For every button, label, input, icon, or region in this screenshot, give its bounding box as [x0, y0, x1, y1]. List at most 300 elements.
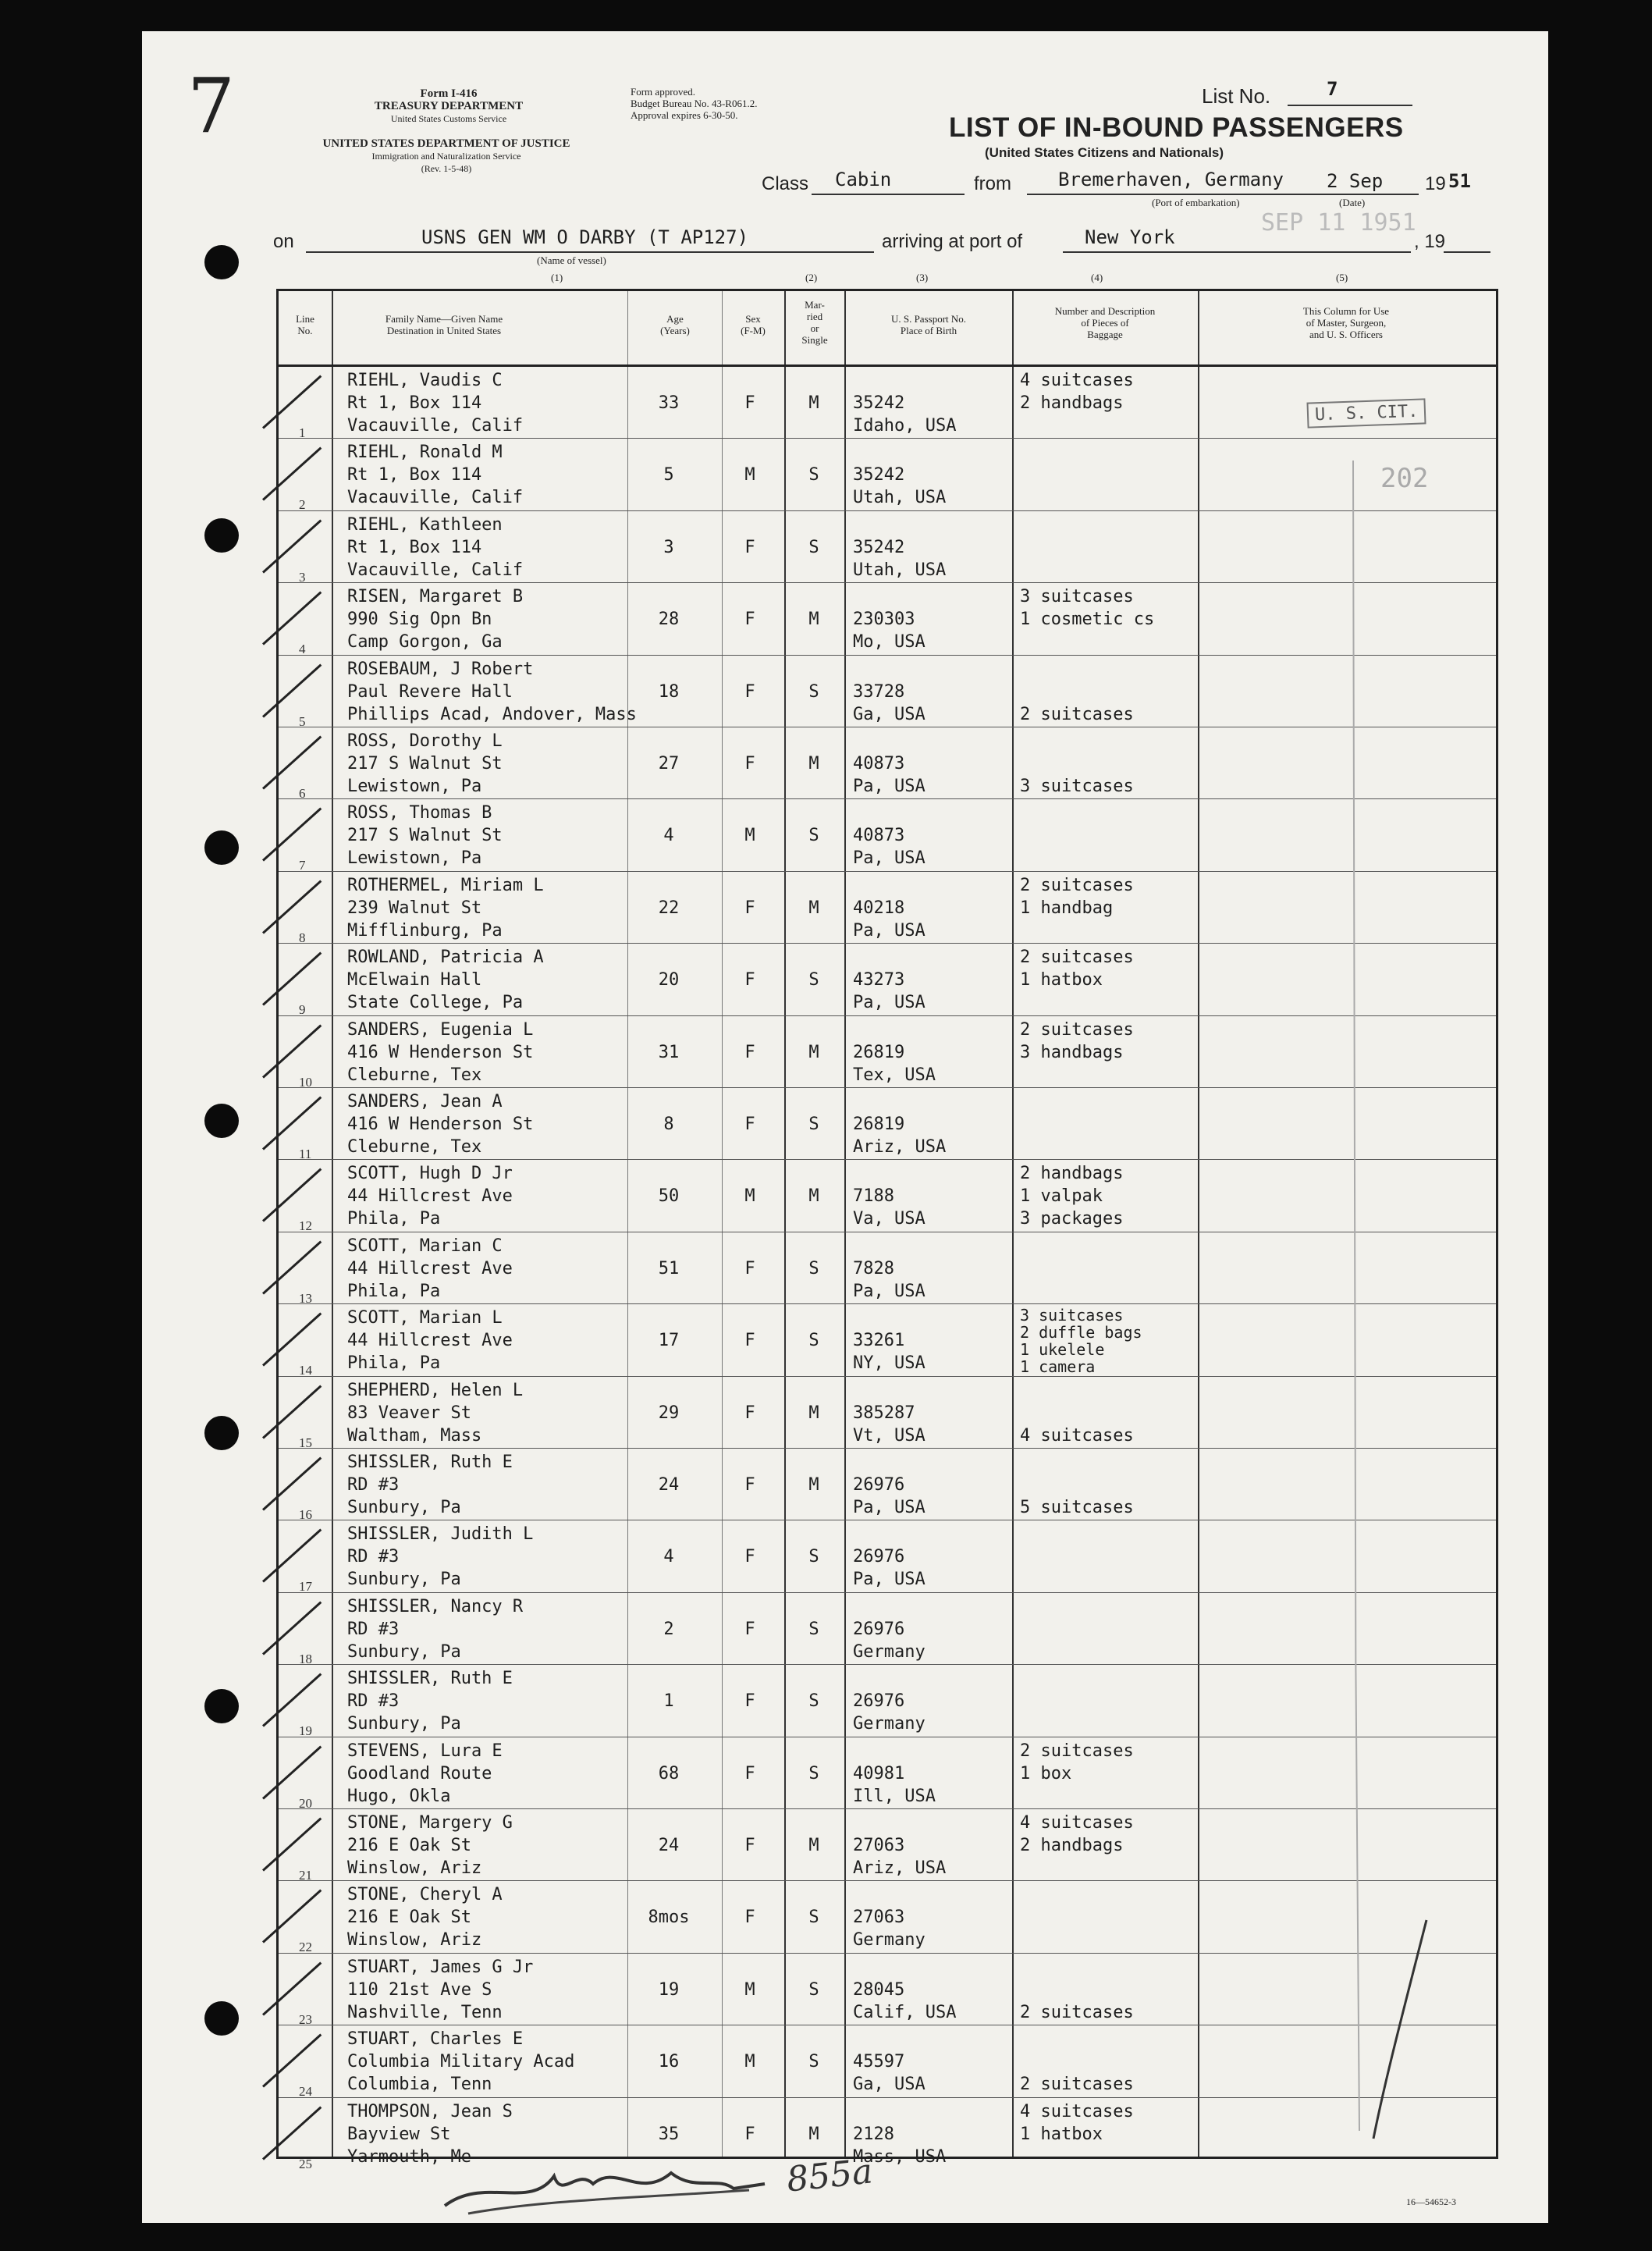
- passenger-city: Mifflinburg, Pa: [347, 920, 503, 941]
- passport-number: 2128: [853, 2124, 894, 2144]
- passenger-sex: F: [744, 1331, 755, 1351]
- passenger-sex: F: [744, 1908, 755, 1928]
- passenger-sex: F: [744, 393, 755, 413]
- col-header-age: Age (Years): [660, 313, 690, 336]
- passenger-marital: S: [808, 465, 819, 485]
- baggage-item: 1 cosmetic cs: [1020, 610, 1155, 630]
- passenger-name: SHISSLER, Judith L: [347, 1524, 534, 1545]
- col-header-name: Family Name—Given Name Destination in United States: [385, 313, 503, 336]
- passenger-age: 33: [658, 393, 680, 413]
- passport-number: 40218: [853, 898, 905, 918]
- budget-bureau: Budget Bureau No. 43-R061.2.: [631, 98, 758, 109]
- passenger-name: ROTHERMEL, Miriam L: [347, 875, 544, 895]
- baggage-item: 4 suitcases: [1020, 2101, 1134, 2121]
- baggage-item: 1 hatbox: [1020, 2124, 1103, 2144]
- passenger-city: State College, Pa: [347, 993, 524, 1013]
- col-header-married: Mar- ried or Single: [801, 299, 828, 346]
- passenger-sex: F: [744, 2124, 755, 2144]
- passenger-sex: F: [744, 1547, 755, 1567]
- col-number-2: (2): [805, 272, 818, 283]
- line-number: 18: [299, 1651, 312, 1666]
- passport-number: 40873: [853, 826, 905, 846]
- passenger-name: SCOTT, Marian L: [347, 1308, 503, 1328]
- passenger-city: Waltham, Mass: [347, 1425, 482, 1446]
- line-number: 10: [299, 1074, 312, 1090]
- rev-date: (Rev. 1-5-48): [421, 163, 472, 174]
- passenger-marital: S: [808, 1691, 819, 1712]
- passport-number: 27063: [853, 1836, 905, 1855]
- passport-number: 35242: [853, 393, 905, 413]
- passenger-address: Rt 1, Box 114: [347, 393, 482, 413]
- passenger-name: THOMPSON, Jean S: [347, 2101, 513, 2121]
- passport-number: 35242: [853, 537, 905, 557]
- passenger-name: SCOTT, Hugh D Jr: [347, 1164, 513, 1184]
- passenger-age: 18: [658, 681, 680, 702]
- passenger-address: 44 Hillcrest Ave: [347, 1258, 513, 1278]
- passenger-marital: S: [808, 1979, 819, 2000]
- passport-number: 28045: [853, 1979, 905, 2000]
- passenger-name: SANDERS, Jean A: [347, 1092, 503, 1111]
- place-of-birth: Pa, USA: [853, 1281, 925, 1301]
- passenger-marital: S: [808, 1763, 819, 1783]
- line-number: 17: [299, 1579, 312, 1595]
- passenger-city: Phila, Pa: [347, 1209, 441, 1229]
- passenger-marital: S: [808, 1908, 819, 1928]
- list-no-value: 7: [1327, 78, 1338, 100]
- passenger-name: RIEHL, Vaudis C: [347, 371, 503, 390]
- baggage-item: 4 suitcases: [1020, 371, 1134, 390]
- stamp-date: SEP 11 1951: [1261, 209, 1416, 236]
- passenger-sex: F: [744, 610, 755, 630]
- passport-number: 26976: [853, 1691, 905, 1712]
- baggage-item: 1 ukelele: [1020, 1340, 1105, 1360]
- place-of-birth: Pa, USA: [853, 920, 925, 941]
- line-number: 4: [299, 642, 306, 657]
- passenger-address: Rt 1, Box 114: [347, 465, 482, 485]
- line-number: 7: [299, 858, 306, 873]
- place-of-birth: Pa, USA: [853, 1498, 925, 1517]
- baggage-item: 2 suitcases: [1020, 704, 1134, 724]
- col-number-3: (3): [916, 272, 929, 283]
- col-number-4: (4): [1091, 272, 1103, 283]
- baggage-item: 1 camera: [1020, 1357, 1096, 1377]
- document-title: LIST OF IN-BOUND PASSENGERS: [949, 112, 1404, 143]
- passenger-city: Sunbury, Pa: [347, 1714, 461, 1734]
- baggage-item: 4 suitcases: [1020, 1425, 1134, 1446]
- class-label: Class: [762, 173, 809, 194]
- passenger-sex: F: [744, 970, 755, 990]
- baggage-item: 1 box: [1020, 1763, 1072, 1783]
- passenger-city: Phila, Pa: [347, 1281, 441, 1301]
- line-number: 3: [299, 569, 306, 585]
- passenger-address: RD #3: [347, 1619, 400, 1639]
- line-number: 20: [299, 1795, 312, 1811]
- passenger-age: 5: [663, 465, 674, 485]
- passenger-marital: S: [808, 1258, 819, 1278]
- baggage-item: 2 duffle bags: [1020, 1323, 1142, 1342]
- passenger-name: STUART, James G Jr: [347, 1957, 534, 1977]
- baggage-item: 1 valpak: [1020, 1186, 1103, 1207]
- passenger-name: SANDERS, Eugenia L: [347, 1019, 534, 1040]
- passenger-name: ROWLAND, Patricia A: [347, 948, 544, 968]
- baggage-item: 2 suitcases: [1020, 948, 1134, 968]
- passport-number: 7828: [853, 1258, 894, 1278]
- passenger-name: STEVENS, Lura E: [347, 1741, 503, 1761]
- passport-number: 27063: [853, 1908, 905, 1928]
- passenger-age: 27: [658, 754, 680, 773]
- passenger-name: STONE, Margery G: [347, 1813, 513, 1833]
- line-number: 12: [299, 1218, 312, 1234]
- baggage-item: 1 handbag: [1020, 898, 1114, 918]
- passenger-sex: F: [744, 1763, 755, 1783]
- col-header-sex: Sex (F-M): [741, 313, 766, 336]
- treasury-dept: TREASURY DEPARTMENT: [374, 100, 524, 112]
- place-of-birth: Germany: [853, 1641, 925, 1662]
- passenger-name: RIEHL, Kathleen: [347, 514, 503, 535]
- signature-note: 855a: [784, 2151, 875, 2200]
- customs-service: United States Customs Service: [390, 113, 507, 124]
- approval-expires: Approval expires 6-30-50.: [631, 109, 738, 121]
- passenger-address: 216 E Oak St: [347, 1908, 471, 1928]
- baggage-item: 3 suitcases: [1020, 1306, 1124, 1325]
- line-number: 8: [299, 930, 306, 945]
- passenger-marital: S: [808, 1115, 819, 1134]
- place-of-birth: Calif, USA: [853, 2002, 957, 2022]
- baggage-item: 3 suitcases: [1020, 777, 1134, 796]
- year-suffix: 51: [1448, 170, 1471, 192]
- passenger-age: 2: [663, 1619, 674, 1639]
- passenger-address: 216 E Oak St: [347, 1836, 471, 1855]
- passenger-age: 1: [663, 1691, 674, 1712]
- passenger-name: SHISSLER, Ruth E: [347, 1453, 513, 1472]
- passenger-sex: M: [744, 826, 755, 846]
- passenger-city: Vacauville, Calif: [347, 416, 524, 436]
- passenger-marital: M: [808, 1403, 819, 1423]
- passenger-age: 22: [658, 898, 680, 918]
- passenger-marital: S: [808, 1547, 819, 1567]
- place-of-birth: Pa, USA: [853, 777, 925, 796]
- passenger-city: Sunbury, Pa: [347, 1641, 461, 1662]
- ins-title: Immigration and Naturalization Service: [371, 151, 521, 162]
- line-number: 1: [299, 425, 306, 440]
- passenger-age: 28: [658, 610, 680, 630]
- passenger-address: McElwain Hall: [347, 970, 482, 990]
- place-of-birth: Ariz, USA: [853, 1137, 947, 1157]
- passenger-marital: M: [808, 1475, 819, 1495]
- place-of-birth: Va, USA: [853, 1209, 925, 1229]
- passport-number: 385287: [853, 1403, 915, 1423]
- passenger-age: 3: [663, 537, 674, 557]
- passenger-age: 17: [658, 1331, 680, 1351]
- line-number: 25: [299, 2156, 312, 2171]
- port-embarkation-caption: (Port of embarkation): [1152, 197, 1240, 208]
- form-number: Form I-416: [420, 87, 478, 100]
- passenger-address: Goodland Route: [347, 1763, 492, 1783]
- passenger-marital: M: [808, 754, 819, 773]
- line-number: 23: [299, 2011, 312, 2027]
- passenger-age: 24: [658, 1475, 680, 1495]
- passenger-marital: S: [808, 681, 819, 702]
- passenger-address: 990 Sig Opn Bn: [347, 610, 492, 630]
- passenger-city: Nashville, Tenn: [347, 2002, 503, 2022]
- col-header-passport: U. S. Passport No. Place of Birth: [890, 313, 967, 336]
- col-header-officers: This Column for Use of Master, Surgeon, and U. S. Officers: [1302, 305, 1390, 340]
- passenger-address: 416 W Henderson St: [347, 1115, 534, 1134]
- passenger-age: 16: [658, 2052, 680, 2072]
- place-of-birth: Idaho, USA: [853, 416, 957, 436]
- passenger-sex: F: [744, 1836, 755, 1855]
- place-of-birth: Pa, USA: [853, 993, 925, 1013]
- doj-title: UNITED STATES DEPARTMENT OF JUSTICE: [322, 137, 570, 150]
- us-cit-stamp: U. S. CIT.: [1306, 398, 1426, 428]
- passenger-sex: F: [744, 1619, 755, 1639]
- passenger-age: 4: [663, 826, 674, 846]
- passenger-age: 4: [663, 1547, 674, 1567]
- passenger-sex: F: [744, 681, 755, 702]
- passenger-name: STONE, Cheryl A: [347, 1885, 503, 1905]
- passenger-name: RIEHL, Ronald M: [347, 443, 503, 463]
- passenger-marital: S: [808, 1331, 819, 1351]
- passenger-age: 8: [663, 1115, 674, 1134]
- passenger-city: Phila, Pa: [347, 1353, 441, 1374]
- passenger-age: 8mos: [648, 1908, 690, 1928]
- passenger-address: Rt 1, Box 114: [347, 537, 482, 557]
- passenger-sex: M: [744, 2052, 755, 2072]
- passport-number: 7188: [853, 1186, 894, 1207]
- line-number: 14: [299, 1363, 312, 1378]
- col-number-5: (5): [1336, 272, 1348, 283]
- passenger-city: Sunbury, Pa: [347, 1570, 461, 1590]
- passport-number: 26819: [853, 1042, 905, 1062]
- form-approved: Form approved.: [631, 86, 696, 98]
- passenger-sex: M: [744, 1979, 755, 2000]
- passenger-name: RISEN, Margaret B: [347, 587, 524, 607]
- baggage-item: 2 handbags: [1020, 393, 1124, 413]
- margin-mark: 7: [187, 62, 236, 150]
- footer-code: 16—54652-3: [1406, 2196, 1456, 2207]
- passenger-city: Phillips Acad, Andover, Mass: [347, 704, 637, 724]
- line-number: 15: [299, 1435, 312, 1450]
- place-of-birth: Ariz, USA: [853, 1858, 947, 1878]
- passenger-sex: M: [744, 465, 755, 485]
- place-of-birth: Mo, USA: [853, 632, 925, 653]
- passenger-marital: M: [808, 2124, 819, 2144]
- passport-number: 33728: [853, 681, 905, 702]
- passenger-name: ROSS, Dorothy L: [347, 731, 503, 751]
- passenger-city: Vacauville, Calif: [347, 488, 524, 508]
- officer-number: 202: [1380, 463, 1429, 494]
- passenger-age: 19: [658, 1979, 680, 2000]
- passenger-marital: S: [808, 1619, 819, 1639]
- passenger-age: 50: [658, 1186, 680, 1207]
- passenger-name: SCOTT, Marian C: [347, 1236, 503, 1256]
- baggage-item: 2 suitcases: [1020, 1019, 1134, 1040]
- passenger-address: Paul Revere Hall: [347, 681, 513, 702]
- vessel-caption: (Name of vessel): [537, 254, 606, 266]
- passport-number: 33261: [853, 1331, 905, 1351]
- passenger-marital: M: [808, 1836, 819, 1855]
- baggage-item: 2 suitcases: [1020, 2002, 1134, 2022]
- passenger-age: 35: [658, 2124, 680, 2144]
- class-value: Cabin: [835, 169, 892, 190]
- passenger-city: Yarmouth, Me: [347, 2146, 471, 2167]
- passenger-sex: F: [744, 1115, 755, 1134]
- baggage-item: 4 suitcases: [1020, 1813, 1134, 1833]
- passenger-marital: M: [808, 393, 819, 413]
- baggage-item: 2 suitcases: [1020, 1741, 1134, 1761]
- line-number: 2: [299, 497, 306, 513]
- place-of-birth: Ga, USA: [853, 2075, 925, 2095]
- passenger-sex: F: [744, 1042, 755, 1062]
- place-of-birth: Ill, USA: [853, 1786, 936, 1806]
- place-of-birth: Ga, USA: [853, 704, 925, 724]
- passenger-marital: M: [808, 1186, 819, 1207]
- from-value: Bremerhaven, Germany: [1058, 169, 1284, 190]
- on-label: on: [273, 231, 294, 252]
- col-number-1: (1): [551, 272, 563, 283]
- passenger-city: Lewistown, Pa: [347, 777, 482, 796]
- document-subtitle: (United States Citizens and Nationals): [985, 145, 1224, 160]
- passenger-address: RD #3: [347, 1475, 400, 1495]
- baggage-item: 1 hatbox: [1020, 970, 1103, 990]
- line-number: 22: [299, 1940, 312, 1955]
- passenger-address: 217 S Walnut St: [347, 826, 503, 846]
- passenger-age: 24: [658, 1836, 680, 1855]
- passenger-address: Bayview St: [347, 2124, 451, 2144]
- passenger-city: Cleburne, Tex: [347, 1137, 482, 1157]
- place-of-birth: Tex, USA: [853, 1065, 936, 1085]
- passenger-marital: M: [808, 898, 819, 918]
- passport-number: 40981: [853, 1763, 905, 1783]
- passenger-marital: M: [808, 610, 819, 630]
- baggage-item: 3 suitcases: [1020, 587, 1134, 607]
- passenger-name: SHISSLER, Ruth E: [347, 1669, 513, 1689]
- place-of-birth: Utah, USA: [853, 488, 947, 508]
- baggage-item: 2 suitcases: [1020, 2075, 1134, 2095]
- date-value: 2 Sep: [1327, 170, 1384, 192]
- passenger-marital: S: [808, 2052, 819, 2072]
- passenger-sex: F: [744, 1691, 755, 1712]
- list-no-label: List No.: [1202, 84, 1271, 108]
- passenger-age: 20: [658, 970, 680, 990]
- passenger-address: 416 W Henderson St: [347, 1042, 534, 1062]
- passenger-sex: F: [744, 1475, 755, 1495]
- passenger-name: SHEPHERD, Helen L: [347, 1380, 524, 1400]
- line-number: 11: [299, 1147, 312, 1161]
- passenger-address: 83 Veaver St: [347, 1403, 471, 1423]
- passport-number: 43273: [853, 970, 905, 990]
- line-number: 21: [299, 1868, 312, 1883]
- passenger-age: 51: [658, 1258, 680, 1278]
- line-number: 5: [299, 713, 306, 729]
- passport-number: 45597: [853, 2052, 905, 2072]
- arriving-label: arriving at port of: [882, 231, 1023, 252]
- line-number: 9: [299, 1002, 306, 1018]
- passenger-city: Cleburne, Tex: [347, 1065, 482, 1085]
- passenger-age: 31: [658, 1042, 680, 1062]
- passenger-city: Vacauville, Calif: [347, 560, 524, 580]
- passport-number: 40873: [853, 754, 905, 773]
- passenger-address: 239 Walnut St: [347, 898, 482, 918]
- passenger-city: Lewistown, Pa: [347, 848, 482, 869]
- passenger-address: RD #3: [347, 1691, 400, 1712]
- passport-number: 26819: [853, 1115, 905, 1134]
- place-of-birth: Pa, USA: [853, 848, 925, 869]
- passport-number: 230303: [853, 610, 915, 630]
- passport-number: 26976: [853, 1619, 905, 1639]
- passenger-city: Hugo, Okla: [347, 1786, 451, 1806]
- passenger-name: ROSEBAUM, J Robert: [347, 659, 534, 679]
- passport-number: 35242: [853, 465, 905, 485]
- passenger-marital: S: [808, 537, 819, 557]
- line-number: 24: [299, 2084, 312, 2100]
- baggage-item: 3 packages: [1020, 1209, 1124, 1229]
- passenger-sex: F: [744, 754, 755, 773]
- place-of-birth: Pa, USA: [853, 1570, 925, 1590]
- place-of-birth: Germany: [853, 1714, 925, 1734]
- line-number: 6: [299, 786, 306, 801]
- passenger-address: 217 S Walnut St: [347, 754, 503, 773]
- baggage-item: 2 suitcases: [1020, 875, 1134, 895]
- passenger-address: 110 21st Ave S: [347, 1979, 492, 2000]
- passenger-sex: M: [744, 1186, 755, 1207]
- passenger-marital: S: [808, 826, 819, 846]
- passenger-address: 44 Hillcrest Ave: [347, 1331, 513, 1351]
- passenger-city: Winslow, Ariz: [347, 1858, 482, 1878]
- place-of-birth: Vt, USA: [853, 1425, 925, 1446]
- passenger-address: RD #3: [347, 1547, 400, 1567]
- passenger-address: 44 Hillcrest Ave: [347, 1186, 513, 1207]
- passport-number: 26976: [853, 1475, 905, 1495]
- line-number: 13: [299, 1290, 312, 1306]
- passenger-city: Columbia, Tenn: [347, 2075, 492, 2095]
- col-header-baggage: Number and Description of Pieces of Baggage: [1054, 305, 1156, 340]
- baggage-item: 2 handbags: [1020, 1164, 1124, 1184]
- passenger-marital: S: [808, 970, 819, 990]
- place-of-birth: Germany: [853, 1930, 925, 1951]
- passport-number: 26976: [853, 1547, 905, 1567]
- line-number: 16: [299, 1507, 312, 1522]
- place-of-birth: Mass, USA: [853, 2146, 947, 2167]
- passenger-age: 29: [658, 1403, 680, 1423]
- passenger-marital: M: [808, 1042, 819, 1062]
- col-header-line-no: Line No.: [296, 313, 314, 336]
- passenger-city: Sunbury, Pa: [347, 1498, 461, 1517]
- officer-signature: [437, 2145, 780, 2231]
- passenger-sex: F: [744, 898, 755, 918]
- passenger-city: Camp Gorgon, Ga: [347, 632, 503, 653]
- passenger-sex: F: [744, 1258, 755, 1278]
- passenger-name: SHISSLER, Nancy R: [347, 1596, 524, 1616]
- baggage-item: 2 handbags: [1020, 1836, 1124, 1855]
- arrival-port: New York: [1085, 226, 1175, 248]
- passenger-sex: F: [744, 537, 755, 557]
- place-of-birth: NY, USA: [853, 1353, 925, 1374]
- passenger-age: 68: [658, 1763, 680, 1783]
- place-of-birth: Utah, USA: [853, 560, 947, 580]
- vessel-name: USNS GEN WM O DARBY (T AP127): [421, 226, 749, 248]
- passenger-address: Columbia Military Acad: [347, 2052, 575, 2072]
- passenger-city: Winslow, Ariz: [347, 1930, 482, 1951]
- from-label: from: [974, 173, 1011, 194]
- line-number: 19: [299, 1723, 312, 1739]
- baggage-item: 5 suitcases: [1020, 1498, 1134, 1517]
- date-caption: (Date): [1339, 197, 1366, 208]
- arrival-year-label: , 19: [1414, 231, 1446, 252]
- baggage-item: 3 handbags: [1020, 1042, 1124, 1062]
- passenger-sex: F: [744, 1403, 755, 1423]
- year-prefix: 19: [1425, 173, 1446, 194]
